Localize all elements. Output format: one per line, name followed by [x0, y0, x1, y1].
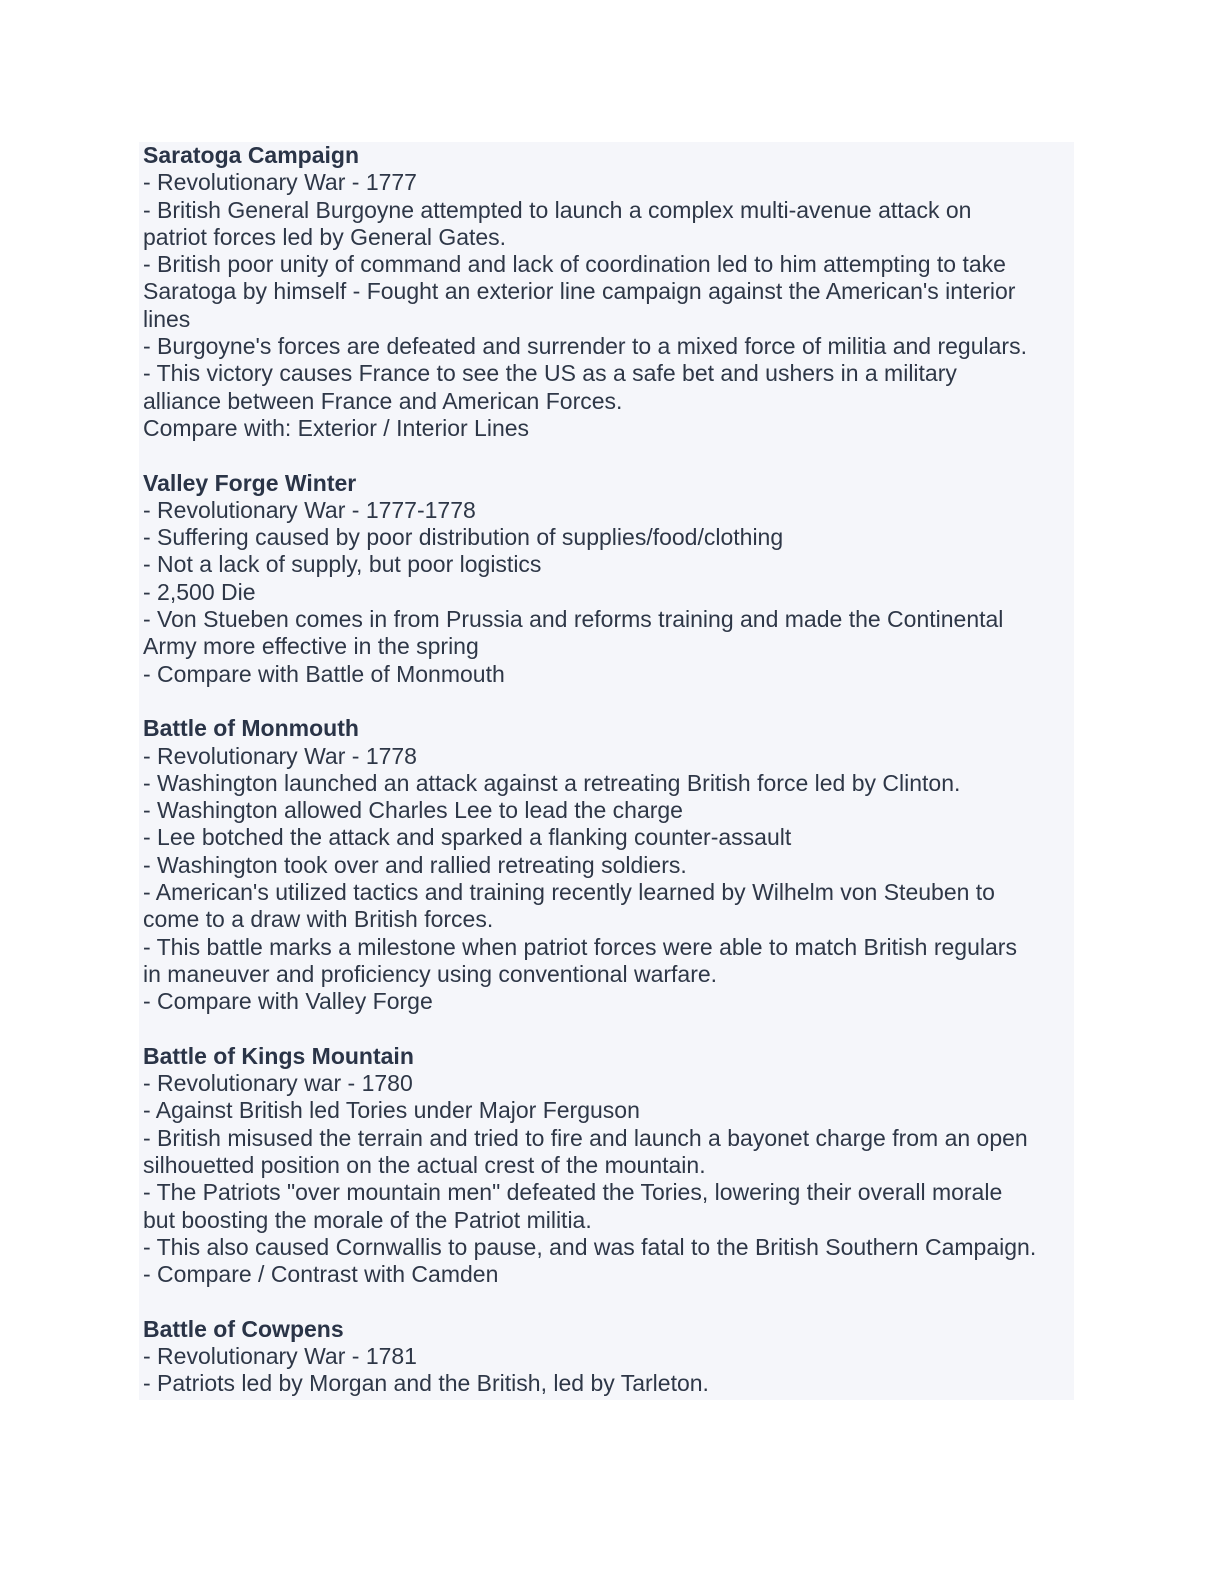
text-line: - Von Stueben comes in from Prussia and reforms training and made the Continental	[143, 606, 1004, 633]
blank-line	[143, 1016, 1070, 1043]
text-line: - This victory causes France to see the US as a safe bet and ushers in a military	[143, 360, 957, 387]
text-line: - Washington took over and rallied retreating soldiers.	[143, 851, 687, 878]
section-heading: Battle of Monmouth	[143, 715, 359, 742]
text-line: - Revolutionary War - 1777	[143, 169, 417, 196]
section-heading: Battle of Cowpens	[143, 1315, 344, 1342]
text-line: - Burgoyne's forces are defeated and surrender to a mixed force of militia and regulars.	[143, 333, 1027, 360]
text-line: - Not a lack of supply, but poor logistics	[143, 551, 542, 578]
text-line: patriot forces led by General Gates.	[143, 223, 507, 250]
text-line: Army more effective in the spring	[143, 633, 479, 660]
text-line: - American's utilized tactics and training recently learned by Wilhelm von Steuben to	[143, 879, 995, 906]
text-line: - British misused the terrain and tried to fire and launch a bayonet charge from an open	[143, 1124, 1028, 1151]
text-line: Compare with: Exterior / Interior Lines	[143, 414, 530, 441]
blank-line	[143, 442, 1070, 469]
notes-lines	[143, 142, 1070, 1398]
text-line: - Compare / Contrast with Camden	[143, 1261, 499, 1288]
text-line: - Washington allowed Charles Lee to lead the charge	[143, 797, 683, 824]
text-line: come to a draw with British forces.	[143, 906, 494, 933]
text-line: - Compare with Valley Forge	[143, 988, 433, 1015]
text-line: Saratoga by himself - Fought an exterior line campaign against the American's interior	[143, 278, 1016, 305]
text-line: - Washington launched an attack against a retreating British force led by Clinton.	[143, 769, 961, 796]
section-heading: Valley Forge Winter	[143, 469, 357, 496]
text-line: - Revolutionary War - 1781	[143, 1343, 417, 1370]
text-line: - Patriots led by Morgan and the British, led by Tarleton.	[143, 1370, 709, 1397]
text-line: - Suffering caused by poor distribution of supplies/food/clothing	[143, 524, 784, 551]
notes-text-block	[139, 142, 1074, 1400]
text-line: - Compare with Battle of Monmouth	[143, 660, 505, 687]
text-line: - This battle marks a milestone when patriot forces were able to match British regulars	[143, 933, 1017, 960]
section-heading: Battle of Kings Mountain	[143, 1042, 414, 1069]
text-line: - Against British led Tories under Major Ferguson	[143, 1097, 640, 1124]
section-heading: Saratoga Campaign	[143, 142, 359, 168]
text-line: silhouetted position on the actual crest of the mountain.	[143, 1151, 706, 1178]
text-line: - Revolutionary War - 1777-1778	[143, 496, 476, 523]
text-line: - This also caused Cornwallis to pause, and was fatal to the British Southern Campaign.	[143, 1233, 1037, 1260]
text-line: but boosting the morale of the Patriot militia.	[143, 1206, 592, 1233]
text-line: - Revolutionary war - 1780	[143, 1070, 413, 1097]
text-line: alliance between France and American Forces.	[143, 387, 623, 414]
text-line: - Revolutionary War - 1778	[143, 742, 417, 769]
blank-line	[143, 1288, 1070, 1315]
text-line: - British General Burgoyne attempted to launch a complex multi-avenue attack on	[143, 196, 972, 223]
text-line: - 2,500 Die	[143, 578, 256, 605]
text-line: - British poor unity of command and lack of coordination led to him attempting to take	[143, 251, 1006, 278]
text-line: - Lee botched the attack and sparked a flanking counter-assault	[143, 824, 792, 851]
text-line: lines	[143, 305, 191, 332]
blank-line	[143, 688, 1070, 715]
text-line: in maneuver and proficiency using conventional warfare.	[143, 960, 718, 987]
text-line: - The Patriots "over mountain men" defeated the Tories, lowering their overall morale	[143, 1179, 1003, 1206]
